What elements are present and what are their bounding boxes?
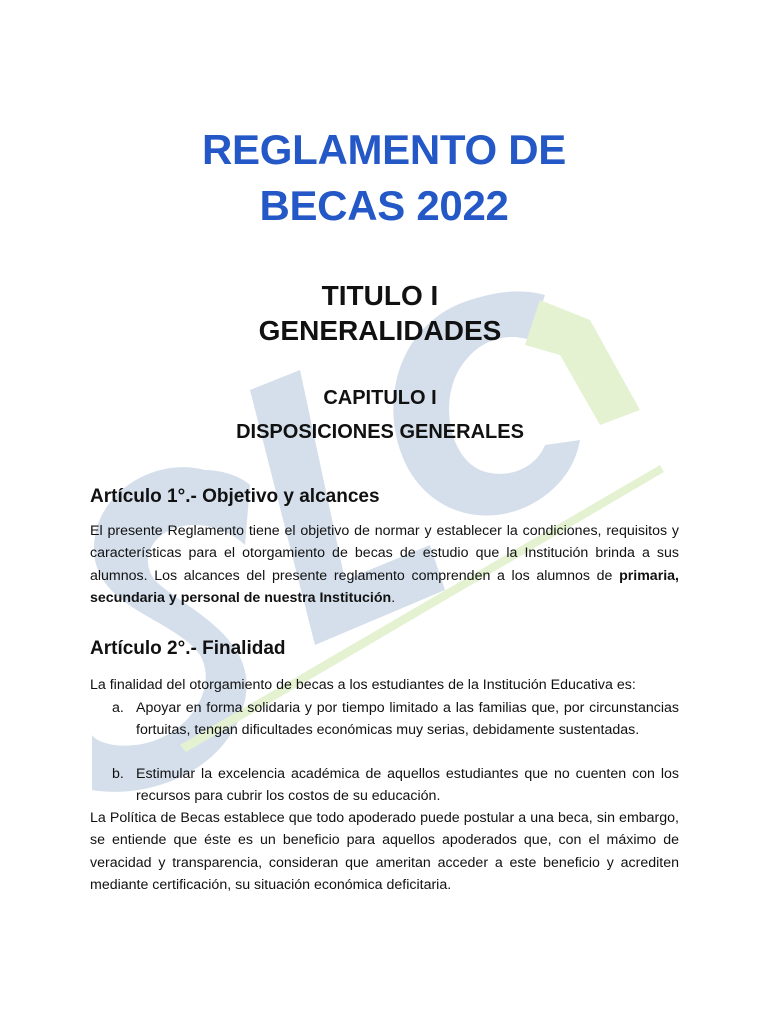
document-title-line2: BECAS 2022 (259, 182, 509, 229)
articulo2-heading: Artículo 2°.- Finalidad (90, 638, 286, 659)
articulo1-paragraph (90, 520, 679, 609)
list-item (112, 697, 679, 742)
articulo1-bold-text: primaria, secundaria y personal de nuestra Institución (90, 567, 679, 606)
capitulo-subheading: DISPOSICIONES GENERALES (236, 421, 524, 443)
articulo1-heading: Artículo 1°.- Objetivo y alcances (90, 486, 380, 507)
titulo-heading: TITULO I (321, 280, 439, 311)
capitulo-heading: CAPITULO I (323, 387, 437, 409)
titulo-subheading: GENERALIDADES (258, 315, 502, 346)
list-item-text: Apoyar en forma solidaria y por tiempo limitado a las familias que, por circunstancias fortuitas, tengan dificultades económicas muy serias, debidamente sustentadas. (136, 700, 679, 739)
articulo2-closing-paragraph: La Política de Becas establece que todo apoderado puede postular a una beca, sin embargo, se entiende que éste es un beneficio para aquellos apoderados que, con el máximo de veracidad y transparencia, consideran que ameritan acceder a este beneficio y acrediten mediante certificación, su situación económica deficitaria. (90, 810, 679, 893)
articulo1-text: El presente Reglamento tiene el objetivo de normar y establecer la condiciones, requisitos y características para el otorgamiento de becas de estudio que la Institución brinda a sus alumnos. Los alcances del presente reglamento comprenden a los alumnos de (90, 523, 679, 584)
list-item-text: Estimular la excelencia académica de aquellos estudiantes que no cuenten con los recursos para cubrir los costos de su educación. (136, 766, 679, 805)
list-item (112, 763, 679, 808)
watermark-s-shape (92, 467, 250, 792)
articulo2-intro: La finalidad del otorgamiento de becas a los estudiantes de la Institución Educativa es: (90, 677, 636, 693)
document-title-line1: REGLAMENTO DE (201, 126, 566, 173)
articulo1-text-end: . (391, 589, 396, 606)
list-marker: b. (112, 766, 124, 782)
list-marker: a. (112, 700, 124, 716)
